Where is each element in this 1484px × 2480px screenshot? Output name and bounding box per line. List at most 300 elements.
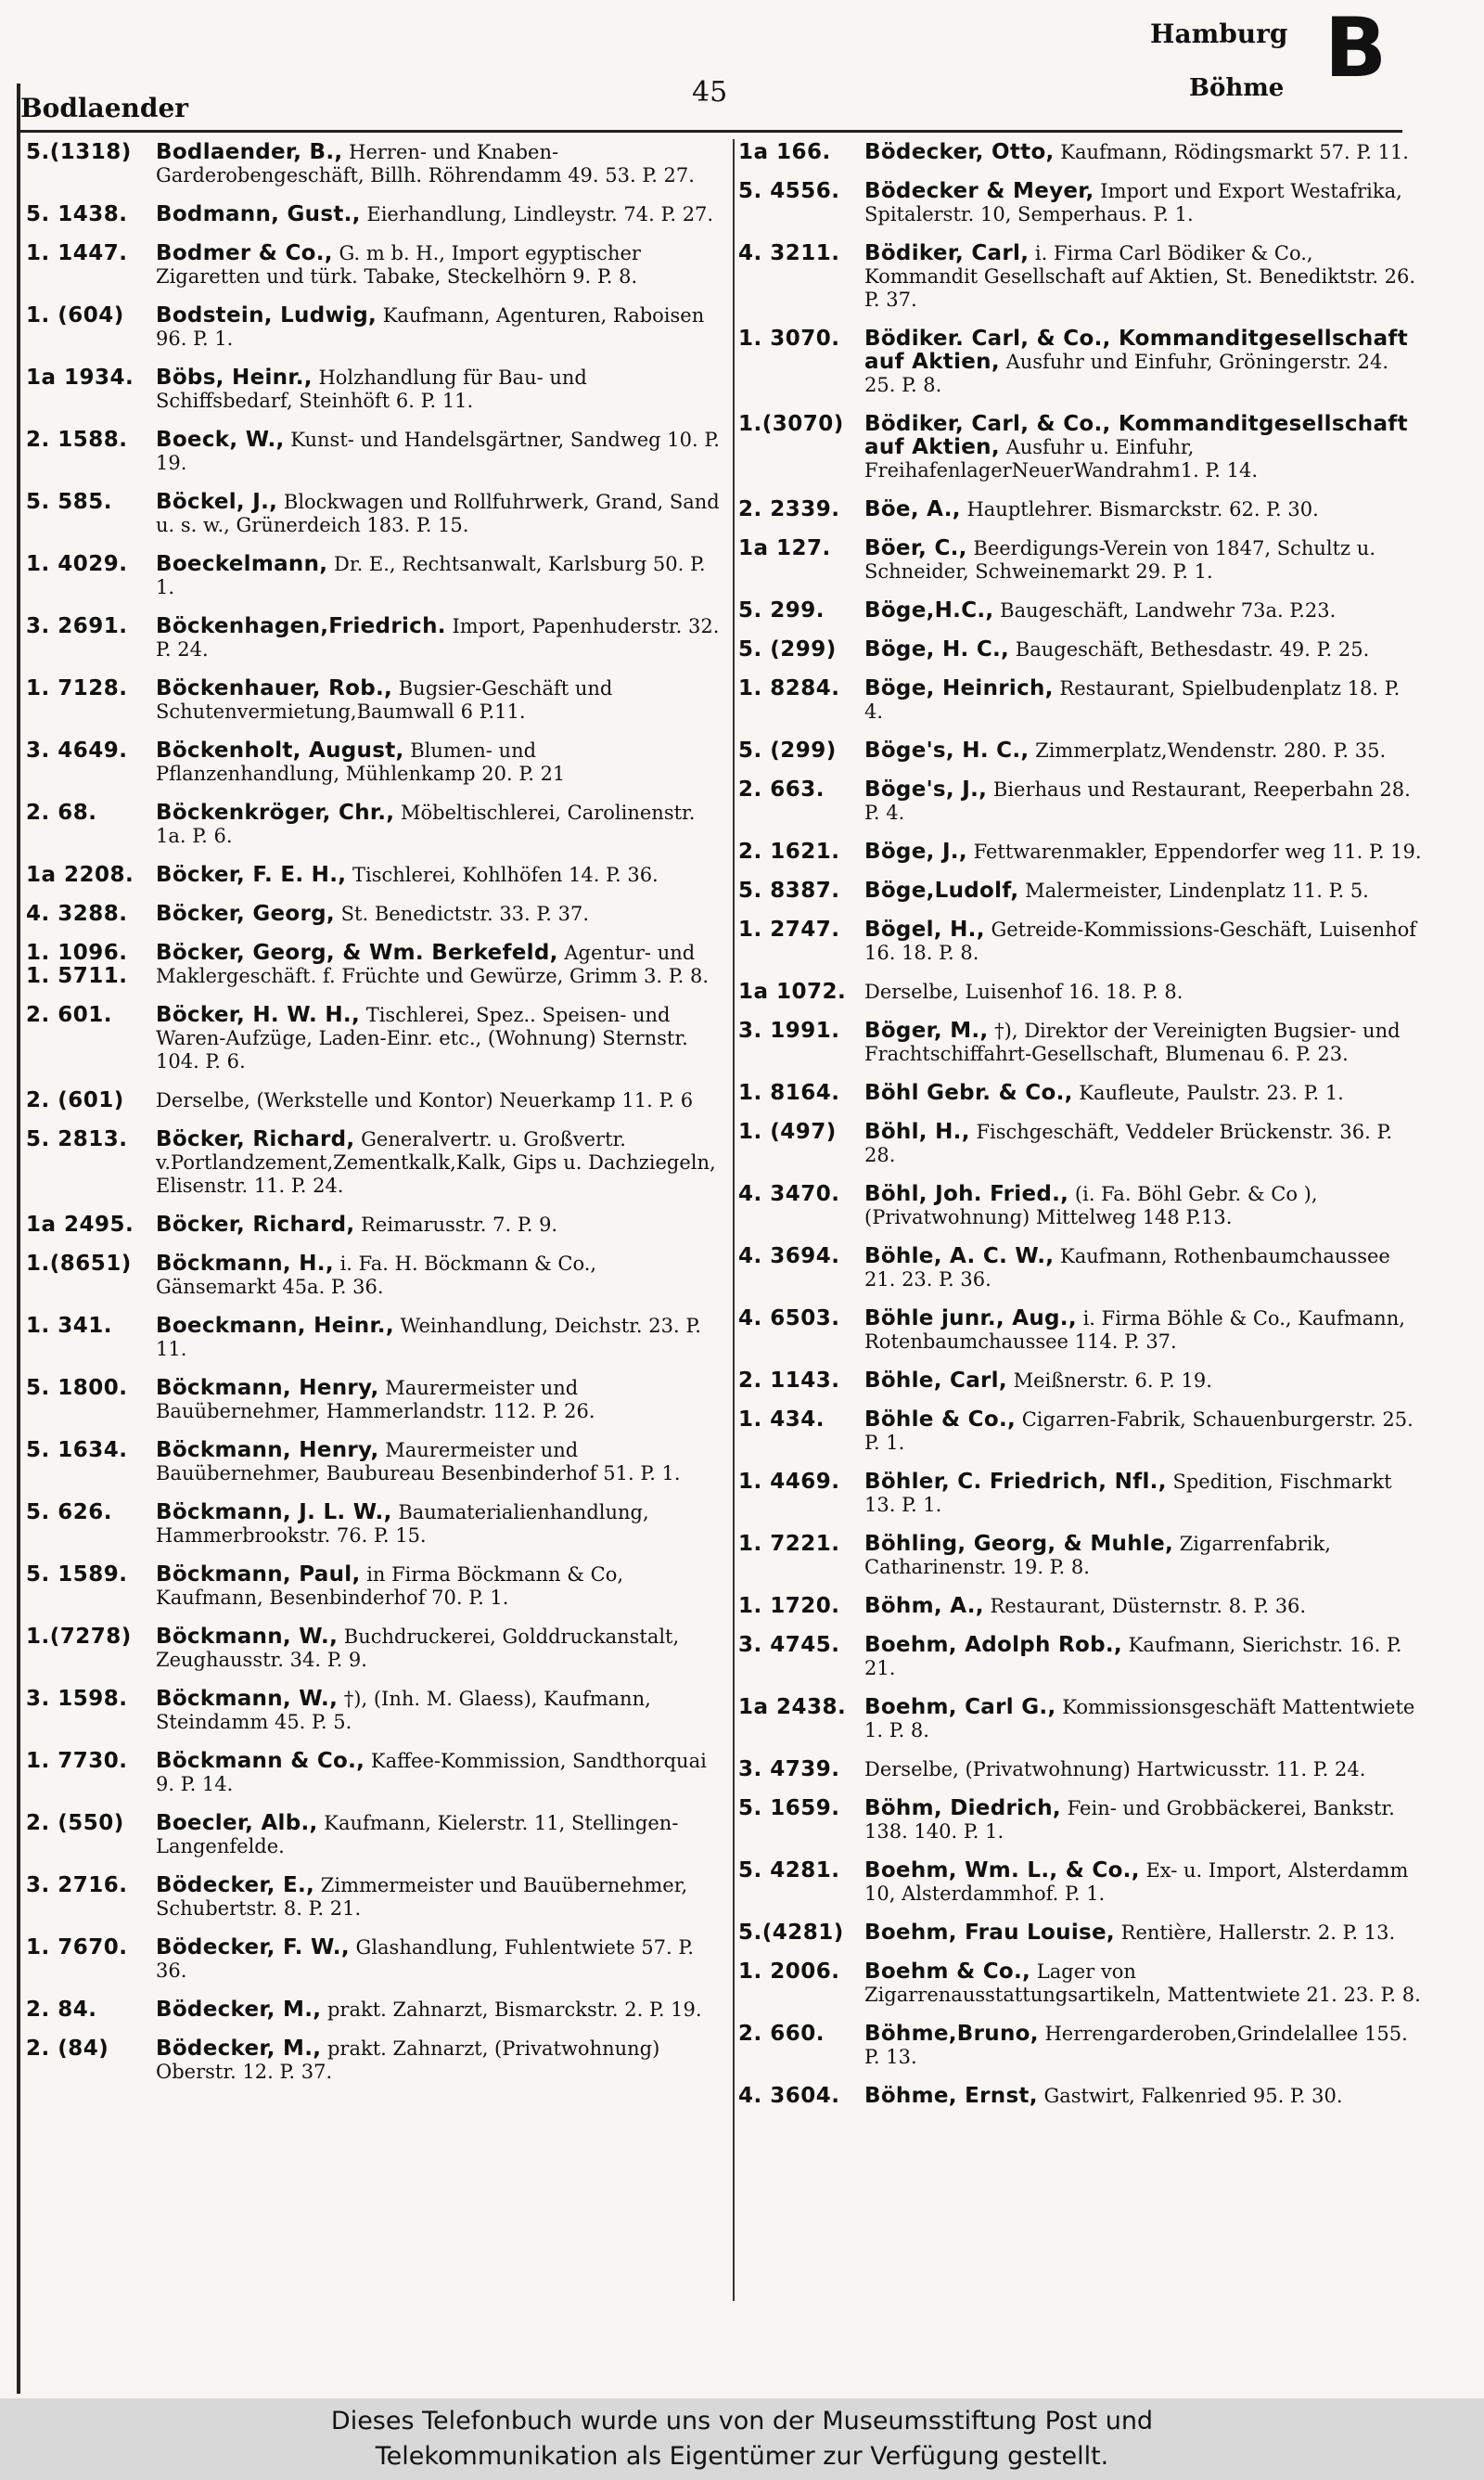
- entry-body: [864, 1859, 1425, 1906]
- entry-number: 3. 4745.: [738, 1633, 840, 1657]
- entry-details: Ex- u. Import, Alsterdamm 10, Alsterdammhof. P. 1.: [864, 1859, 1409, 1905]
- entry-details: Derselbe, (Werkstelle und Kontor) Neuerkamp 11. P. 6: [156, 1089, 694, 1112]
- entry-body: [864, 1020, 1425, 1066]
- footer-line-2: Telekommunikation als Eigentümer zur Verfügung gestellt.: [375, 2442, 1109, 2471]
- entry-details: in Firma Böckmann & Co, Kaufmann, Besenbinderhof 70. P. 1.: [156, 1563, 624, 1609]
- entry-number: 3. 4649.: [26, 739, 128, 763]
- entry-name: Bodmer & Co.,: [156, 241, 333, 265]
- entry-details: Zimmerplatz,Wendenstr. 280. P. 35.: [1035, 739, 1387, 762]
- entry-details: Import und Export Westafrika, Spitalerstr. 10, Semperhaus. P. 1.: [864, 180, 1402, 225]
- entry-body: [864, 841, 1425, 864]
- entry-number: 5. (299): [738, 739, 837, 763]
- entry-details: Meißnerstr. 6. P. 19.: [1013, 1369, 1212, 1392]
- entry-name: Böbs, Heinr.,: [156, 366, 313, 390]
- entry-details: prakt. Zahnarzt, Bismarckstr. 2. P. 19.: [326, 1998, 702, 2021]
- entry-number: 1. 1720.: [738, 1594, 840, 1618]
- column-divider: [733, 139, 735, 2301]
- entry-details: Getreide-Kommissions-Geschäft, Luisenhof 16. 18. P. 8.: [864, 919, 1417, 964]
- entry-details: Gastwirt, Falkenried 95. P. 30.: [1043, 2085, 1343, 2107]
- entry-body: [156, 1501, 722, 1548]
- entry-details: G. m b. H., Import egyptischer Zigaretten und türk. Tabake, Steckelhörn 9. P. 8.: [156, 242, 641, 288]
- entry-details: Generalvertr. u. Großvertr. v.Portlandzement,Zementkalk,Kalk, Gips u. Dachziegeln, Elisenstr. 11. P. 24.: [156, 1128, 716, 1197]
- entry-name: Böge,H.C.,: [864, 598, 994, 623]
- entry-number: 3. 2691.: [26, 614, 128, 638]
- directory-entry: [26, 1089, 722, 1112]
- directory-entry: [738, 841, 1425, 864]
- directory-entry: [26, 1812, 722, 1858]
- entry-body: [156, 1214, 722, 1237]
- directory-entry: [26, 491, 722, 537]
- entry-name: Böge, J.,: [864, 840, 967, 864]
- entry-body: [156, 1089, 722, 1112]
- entry-number: 3. 1991.: [738, 1019, 840, 1043]
- entry-details: Restaurant, Spielbudenplatz 18. P. 4.: [864, 677, 1401, 723]
- entry-details: Derselbe, (Privatwohnung) Hartwicusstr. 11. P. 24.: [864, 1758, 1366, 1780]
- entry-number: 2. 2339.: [738, 497, 840, 521]
- left-column: [26, 141, 722, 2100]
- entry-details: Zimmermeister und Bauübernehmer, Schubertstr. 8. P. 21.: [156, 1874, 688, 1920]
- entry-name: Böckmann, Paul,: [156, 1562, 361, 1587]
- entry-name: Boeckmann, Heinr.,: [156, 1314, 394, 1338]
- entry-name: Boeckelmann,: [156, 552, 328, 576]
- directory-entry: [738, 1082, 1425, 1105]
- entry-number: 4. 3694.: [738, 1244, 840, 1268]
- entry-details: Dr. E., Rechtsanwalt, Karlsburg 50. P. 1.: [156, 553, 706, 598]
- entry-details: Möbeltischlerei, Carolinenstr. 1a. P. 6.: [156, 802, 696, 847]
- entry-name: Böhme,Bruno,: [864, 2022, 1039, 2046]
- entry-number: 5. (299): [738, 637, 837, 662]
- directory-entry: [26, 1998, 722, 2022]
- entry-details: Tischlerei, Spez.. Speisen- und Waren-Aufzüge, Laden-Einr. etc., (Wohnung) Sternstr. 104. P. 6.: [156, 1004, 688, 1073]
- directory-entry: [738, 537, 1425, 584]
- entry-details: Weinhandlung, Deichstr. 23. P. 11.: [156, 1315, 701, 1360]
- entry-number: 5. 299.: [738, 598, 825, 623]
- entry-body: [156, 1874, 722, 1921]
- entry-number: 5. 626.: [26, 1500, 112, 1524]
- header-rule: [20, 130, 1402, 133]
- directory-entry: [26, 304, 722, 351]
- entry-name: Böcker, F. E. H.,: [156, 863, 347, 887]
- entry-number: 1.(8651): [26, 1252, 132, 1276]
- entry-number: 2. 1621.: [738, 840, 840, 864]
- directory-entry: [26, 553, 722, 599]
- entry-body: [156, 677, 722, 724]
- entry-number: 5. 8387.: [738, 879, 840, 903]
- entry-details: Agentur- und Maklergeschäft. f. Früchte und Gewürze, Grimm 3. P. 8.: [156, 942, 710, 987]
- entry-number: 1. 7221.: [738, 1532, 840, 1556]
- entry-body: [864, 880, 1425, 903]
- entry-number: 1. 1096. 1. 5711.: [26, 941, 128, 988]
- entry-body: [864, 328, 1425, 397]
- entry-body: [864, 1595, 1425, 1618]
- directory-entry: [738, 1696, 1425, 1742]
- header-left-word: Bodlaender: [20, 93, 189, 123]
- entry-body: [864, 1183, 1425, 1229]
- directory-entry: [738, 1960, 1425, 2007]
- entry-name: Böge's, H. C.,: [864, 739, 1030, 763]
- entry-details: Import, Papenhuderstr. 32. P. 24.: [156, 615, 720, 661]
- entry-number: 4. 3604.: [738, 2084, 840, 2108]
- entry-details: †), (Inh. M. Glaess), Kaufmann, Steindamm 45. P. 5.: [156, 1688, 651, 1733]
- directory-entry: [26, 366, 722, 413]
- entry-body: [156, 1812, 722, 1858]
- entry-body: [864, 2085, 1425, 2108]
- entry-name: Bodmann, Gust.,: [156, 202, 361, 226]
- directory-entry: [26, 739, 722, 786]
- entry-number: 1. 8284.: [738, 676, 840, 700]
- entry-name: Böcker, H. W. H.,: [156, 1003, 361, 1027]
- entry-number: 5. 1634.: [26, 1438, 128, 1462]
- entry-body: [156, 1688, 722, 1734]
- entry-name: Boehm, Frau Louise,: [864, 1921, 1115, 1945]
- entry-details: Eierhandlung, Lindleystr. 74. P. 27.: [366, 203, 714, 225]
- entry-details: Lager von Zigarrenausstattungsartikeln, Mattentwiete 21. 23. P. 8.: [864, 1960, 1421, 2006]
- entry-details: Zigarrenfabrik, Catharinenstr. 19. P. 8.: [864, 1533, 1331, 1578]
- directory-entry: [738, 1245, 1425, 1291]
- entry-number: 5. 2813.: [26, 1127, 128, 1151]
- entry-number: 2. 1143.: [738, 1368, 840, 1393]
- entry-details: Maurermeister und Bauübernehmer, Baubureau Besenbinderhof 51. P. 1.: [156, 1439, 681, 1484]
- entry-name: Böcker, Richard,: [156, 1213, 355, 1237]
- entry-name: Boehm, Wm. L., & Co.,: [864, 1858, 1140, 1882]
- entry-name: Bodlaender, B.,: [156, 140, 343, 164]
- entry-body: [864, 413, 1425, 482]
- entry-number: 1. 7730.: [26, 1749, 128, 1773]
- entry-name: Böckmann, Henry,: [156, 1376, 379, 1400]
- entry-details: Ausfuhr u. Einfuhr, FreihafenlagerNeuerWandrahm1. P. 14.: [864, 436, 1259, 482]
- directory-entry: [738, 180, 1425, 226]
- entry-name: Böge, H. C.,: [864, 637, 1010, 662]
- entry-number: 4. 3470.: [738, 1182, 840, 1206]
- entry-name: Bödiker, Carl, & Co., Kommanditgesellschaft auf Aktien,: [864, 412, 1408, 459]
- directory-entry: [738, 1121, 1425, 1167]
- entry-name: Böckenholt, August,: [156, 739, 404, 763]
- entry-body: [864, 2023, 1425, 2069]
- page-edge-line: [17, 84, 20, 2394]
- entry-name: Boehm, Adolph Rob.,: [864, 1633, 1122, 1657]
- header-right-word: Böhme: [1189, 74, 1285, 102]
- entry-number: 2. (601): [26, 1088, 124, 1112]
- entry-body: [864, 1307, 1425, 1354]
- directory-entry: [738, 1020, 1425, 1066]
- entry-details: Derselbe, Luisenhof 16. 18. P. 8.: [864, 981, 1183, 1003]
- entry-name: Böckmann, Henry,: [156, 1438, 379, 1462]
- entry-body: [864, 1634, 1425, 1680]
- entry-body: [156, 615, 722, 662]
- entry-number: 1. 7670.: [26, 1935, 128, 1960]
- entry-body: [156, 1936, 722, 1983]
- entry-body: [864, 599, 1425, 623]
- entry-body: [156, 2037, 722, 2084]
- entry-name: Boecler, Alb.,: [156, 1811, 318, 1835]
- directory-entry: [738, 498, 1425, 521]
- entry-body: [156, 1625, 722, 1672]
- entry-details: prakt. Zahnarzt, (Privatwohnung) Oberstr. 12. P. 37.: [156, 2037, 660, 2083]
- entry-name: Böckmann, W.,: [156, 1625, 339, 1649]
- entry-body: [864, 498, 1425, 521]
- entry-name: Böge's, J.,: [864, 777, 988, 802]
- entry-name: Böer, C.,: [864, 536, 967, 560]
- entry-body: [864, 739, 1425, 763]
- entry-number: 1.(7278): [26, 1625, 132, 1649]
- entry-body: [864, 919, 1425, 965]
- entry-name: Böckmann, W.,: [156, 1687, 339, 1711]
- entry-details: i. Firma Carl Bödiker & Co., Kommandit Gesellschaft auf Aktien, St. Benediktstr. 26. P. 37.: [864, 242, 1416, 311]
- entry-details: Maurermeister und Bauübernehmer, Hammerlandstr. 112. P. 26.: [156, 1377, 595, 1422]
- entry-body: [156, 1563, 722, 1610]
- entry-details: Hauptlehrer. Bismarckstr. 62. P. 30.: [966, 498, 1319, 520]
- entry-details: (i. Fa. Böhl Gebr. & Co ), (Privatwohnung) Mittelweg 148 P.13.: [864, 1183, 1318, 1228]
- entry-number: 1. 1447.: [26, 241, 128, 265]
- entry-name: Böhl Gebr. & Co.,: [864, 1081, 1073, 1105]
- entry-details: Kaufmann, Rödingsmarkt 57. P. 11.: [1060, 141, 1409, 163]
- entry-number: 3. 2716.: [26, 1873, 128, 1897]
- directory-entry: [738, 981, 1425, 1004]
- entry-number: 5.(1318): [26, 140, 132, 164]
- entry-name: Böhm, Diedrich,: [864, 1796, 1061, 1820]
- directory-entry: [26, 942, 722, 988]
- entry-details: Herrengarderoben,Grindelallee 155. P. 13.: [864, 2023, 1408, 2068]
- directory-entry: [738, 638, 1425, 662]
- entry-details: St. Benedictstr. 33. P. 37.: [340, 903, 590, 925]
- entry-details: Holzhandlung für Bau- und Schiffsbedarf, Steinhöft 6. P. 11.: [156, 366, 587, 412]
- entry-body: [864, 778, 1425, 825]
- entry-details: Baumaterialienhandlung, Hammerbrookstr. 76. P. 15.: [156, 1501, 649, 1547]
- entry-details: Restaurant, Düsternstr. 8. P. 36.: [990, 1595, 1307, 1617]
- entry-details: i. Fa. H. Böckmann & Co., Gänsemarkt 45a. P. 36.: [156, 1253, 597, 1298]
- entry-details: Baugeschäft, Landwehr 73a. P.23.: [1000, 599, 1337, 622]
- entry-name: Bögel, H.,: [864, 918, 985, 942]
- directory-entry: [738, 1408, 1425, 1455]
- directory-entry: [26, 1625, 722, 1672]
- footer-line-1: Dieses Telefonbuch wurde uns von der Museumsstiftung Post und: [330, 2407, 1154, 2435]
- entry-number: 5. 1800.: [26, 1376, 128, 1400]
- directory-entry: [26, 1253, 722, 1299]
- entry-details: Fettwarenmakler, Eppendorfer weg 11. P. 19.: [973, 841, 1422, 863]
- entry-body: [864, 180, 1425, 226]
- entry-body: [864, 677, 1425, 724]
- directory-entry: [738, 919, 1425, 965]
- entry-number: 4. 3288.: [26, 902, 128, 926]
- entry-body: [156, 429, 722, 475]
- entry-number: 1.(3070): [738, 412, 844, 436]
- entry-details: Malermeister, Lindenplatz 11. P. 5.: [1025, 880, 1369, 902]
- entry-details: Baugeschäft, Bethesdastr. 49. P. 25.: [1015, 638, 1370, 661]
- entry-number: 1. 3070.: [738, 327, 840, 351]
- entry-details: Kaufmann, Rothenbaumchaussee 21. 23. P. 36.: [864, 1245, 1390, 1291]
- directory-entry: [738, 1797, 1425, 1844]
- directory-entry: [26, 242, 722, 289]
- entry-body: [864, 141, 1425, 164]
- entry-number: 5. 1438.: [26, 202, 128, 226]
- entry-number: 1. 2006.: [738, 1960, 840, 1984]
- entry-name: Böhle, Carl,: [864, 1368, 1007, 1393]
- directory-entry: [26, 203, 722, 226]
- entry-body: [156, 1439, 722, 1485]
- entry-body: [156, 491, 722, 537]
- directory-entry: [26, 903, 722, 926]
- footer-notice: [0, 2398, 1484, 2480]
- entry-body: [864, 1960, 1425, 2007]
- directory-entry: [26, 1315, 722, 1361]
- entry-name: Bödecker, E.,: [156, 1873, 315, 1897]
- entry-number: 3. 1598.: [26, 1687, 128, 1711]
- entry-name: Böhling, Georg, & Muhle,: [864, 1532, 1174, 1556]
- directory-entry: [738, 880, 1425, 903]
- directory-entry: [738, 1859, 1425, 1906]
- entry-number: 2. 68.: [26, 801, 97, 825]
- entry-name: Bödiker. Carl, & Co., Kommanditgesellschaft auf Aktien,: [864, 327, 1408, 374]
- directory-entry: [26, 1214, 722, 1237]
- header-city: Hamburg: [1150, 19, 1288, 49]
- directory-entry: [738, 1307, 1425, 1354]
- entry-body: [156, 1128, 722, 1198]
- directory-entry: [26, 1936, 722, 1983]
- entry-body: [156, 1750, 722, 1796]
- directory-entry: [26, 1750, 722, 1796]
- entry-details: Cigarren-Fabrik, Schauenburgerstr. 25. P. 1.: [864, 1408, 1414, 1454]
- directory-entry: [738, 1634, 1425, 1680]
- directory-entry: [738, 1921, 1425, 1945]
- entry-details: Buchdruckerei, Golddruckanstalt, Zeughausstr. 34. P. 9.: [156, 1625, 680, 1671]
- entry-body: [156, 739, 722, 786]
- directory-entry: [738, 2085, 1425, 2108]
- entry-body: [156, 366, 722, 413]
- entry-details: Kaufmann, Sierichstr. 16. P. 21.: [864, 1634, 1402, 1679]
- directory-entry: [26, 1128, 722, 1198]
- entry-name: Böckenhauer, Rob.,: [156, 676, 393, 700]
- directory-entry: [738, 1758, 1425, 1781]
- entry-body: [156, 141, 722, 187]
- entry-details: Bierhaus und Restaurant, Reeperbahn 28. P. 4.: [864, 778, 1411, 824]
- entry-details: Beerdigungs-Verein von 1847, Schultz u. Schneider, Schweinemarkt 29. P. 1.: [864, 537, 1375, 583]
- entry-details: Ausfuhr und Einfuhr, Gröningerstr. 24. 25. P. 8.: [864, 351, 1389, 396]
- entry-name: Böckenhagen,Friedrich.: [156, 614, 446, 638]
- entry-number: 5. 4556.: [738, 179, 840, 203]
- directory-entry: [26, 677, 722, 724]
- directory-entry: [738, 141, 1425, 164]
- entry-number: 5. 1659.: [738, 1796, 840, 1820]
- entry-details: †), Direktor der Vereinigten Bugsier- und Frachtschiffahrt-Gesellschaft, Blumenau 6. P. 23.: [864, 1020, 1401, 1065]
- entry-body: [156, 1004, 722, 1073]
- directory-entry: [738, 1533, 1425, 1579]
- entry-details: Kaufmann, Agenturen, Raboisen 96. P. 1.: [156, 304, 705, 350]
- entry-details: Reimarusstr. 7. P. 9.: [361, 1214, 558, 1236]
- directory-entry: [738, 328, 1425, 397]
- entry-body: [156, 242, 722, 289]
- entry-name: Böge, Heinrich,: [864, 676, 1054, 700]
- entry-name: Böckenkröger, Chr.,: [156, 801, 395, 825]
- entry-number: 1. 434.: [738, 1407, 825, 1432]
- entry-name: Bödiker, Carl,: [864, 241, 1030, 265]
- entry-number: 1. 4469.: [738, 1470, 840, 1494]
- entry-details: Kunst- und Handelsgärtner, Sandweg 10. P. 19.: [156, 429, 720, 474]
- entry-number: 1a 127.: [738, 536, 831, 560]
- entry-name: Boeck, W.,: [156, 428, 285, 452]
- entry-number: 1a 1934.: [26, 366, 134, 390]
- entry-name: Böckmann & Co.,: [156, 1749, 365, 1773]
- entry-name: Bödecker, M.,: [156, 1998, 322, 2022]
- entry-number: 2. (550): [26, 1811, 124, 1835]
- entry-number: 5. 1589.: [26, 1562, 128, 1587]
- entry-name: Bödecker, Otto,: [864, 140, 1055, 164]
- directory-entry: [738, 1183, 1425, 1229]
- entry-number: 1. 4029.: [26, 552, 128, 576]
- entry-number: 1. (497): [738, 1120, 837, 1144]
- directory-entry: [26, 1688, 722, 1734]
- entry-number: 1a 2495.: [26, 1213, 134, 1237]
- entry-number: 1a 166.: [738, 140, 831, 164]
- directory-entry: [26, 802, 722, 848]
- entry-number: 1a 1072.: [738, 980, 847, 1004]
- directory-entry: [26, 615, 722, 662]
- directory-entry: [738, 413, 1425, 482]
- entry-body: [864, 1245, 1425, 1291]
- entry-name: Bodstein, Ludwig,: [156, 303, 377, 328]
- entry-name: Böge,Ludolf,: [864, 879, 1019, 903]
- entry-number: 2. 84.: [26, 1998, 97, 2022]
- directory-entry: [26, 2037, 722, 2084]
- header-letter: B: [1324, 0, 1388, 96]
- entry-number: 2. 660.: [738, 2022, 825, 2046]
- entry-name: Böckel, J.,: [156, 490, 278, 514]
- entry-body: [156, 1377, 722, 1423]
- entry-name: Böhle junr., Aug.,: [864, 1306, 1077, 1330]
- entry-body: [156, 304, 722, 351]
- entry-number: 5. 585.: [26, 490, 112, 514]
- entry-details: Blumen- und Pflanzenhandlung, Mühlenkamp 20. P. 21: [156, 739, 566, 785]
- entry-body: [864, 1369, 1425, 1393]
- entry-details: Kaufmann, Kielerstr. 11, Stellingen-Langenfelde.: [156, 1812, 679, 1857]
- entry-details: Rentière, Hallerstr. 2. P. 13.: [1120, 1921, 1396, 1944]
- entry-body: [864, 537, 1425, 584]
- entry-number: 4. 6503.: [738, 1306, 840, 1330]
- entry-name: Boehm, Carl G.,: [864, 1695, 1056, 1719]
- entry-name: Böhl, H.,: [864, 1120, 970, 1144]
- entry-body: [156, 903, 722, 926]
- entry-name: Böhle, A. C. W.,: [864, 1244, 1055, 1268]
- entry-details: Tischlerei, Kohlhöfen 14. P. 36.: [352, 864, 659, 886]
- entry-name: Bödecker, F. W.,: [156, 1935, 350, 1960]
- entry-name: Böhle & Co.,: [864, 1407, 1017, 1432]
- directory-entry: [738, 2023, 1425, 2069]
- directory-entry: [26, 429, 722, 475]
- entry-body: [156, 1253, 722, 1299]
- entry-details: Kommissionsgeschäft Mattentwiete 1. P. 8.: [864, 1696, 1415, 1741]
- entry-number: 1. 7128.: [26, 676, 128, 700]
- directory-entry: [738, 599, 1425, 623]
- entry-body: [156, 203, 722, 226]
- entry-body: [864, 1082, 1425, 1105]
- entry-body: [864, 1758, 1425, 1781]
- entry-name: Böckmann, J. L. W.,: [156, 1500, 392, 1524]
- entry-name: Böhler, C. Friedrich, Nfl.,: [864, 1470, 1167, 1494]
- directory-entry: [26, 1004, 722, 1073]
- entry-number: 1. 341.: [26, 1314, 112, 1338]
- entry-number: 1. (604): [26, 303, 124, 328]
- entry-details: Kaffee-Kommission, Sandthorquai 9. P. 14.: [156, 1750, 707, 1795]
- directory-entry: [738, 242, 1425, 312]
- directory-entry: [738, 677, 1425, 724]
- directory-entry: [738, 1595, 1425, 1618]
- entry-body: [156, 802, 722, 848]
- entry-body: [156, 1315, 722, 1361]
- right-column: [738, 141, 1425, 2124]
- entry-body: [864, 638, 1425, 662]
- entry-name: Böe, A.,: [864, 497, 961, 521]
- entry-details: Fischgeschäft, Veddeler Brückenstr. 36. P. 28.: [864, 1121, 1393, 1166]
- entry-details: Spedition, Fischmarkt 13. P. 1.: [864, 1471, 1392, 1516]
